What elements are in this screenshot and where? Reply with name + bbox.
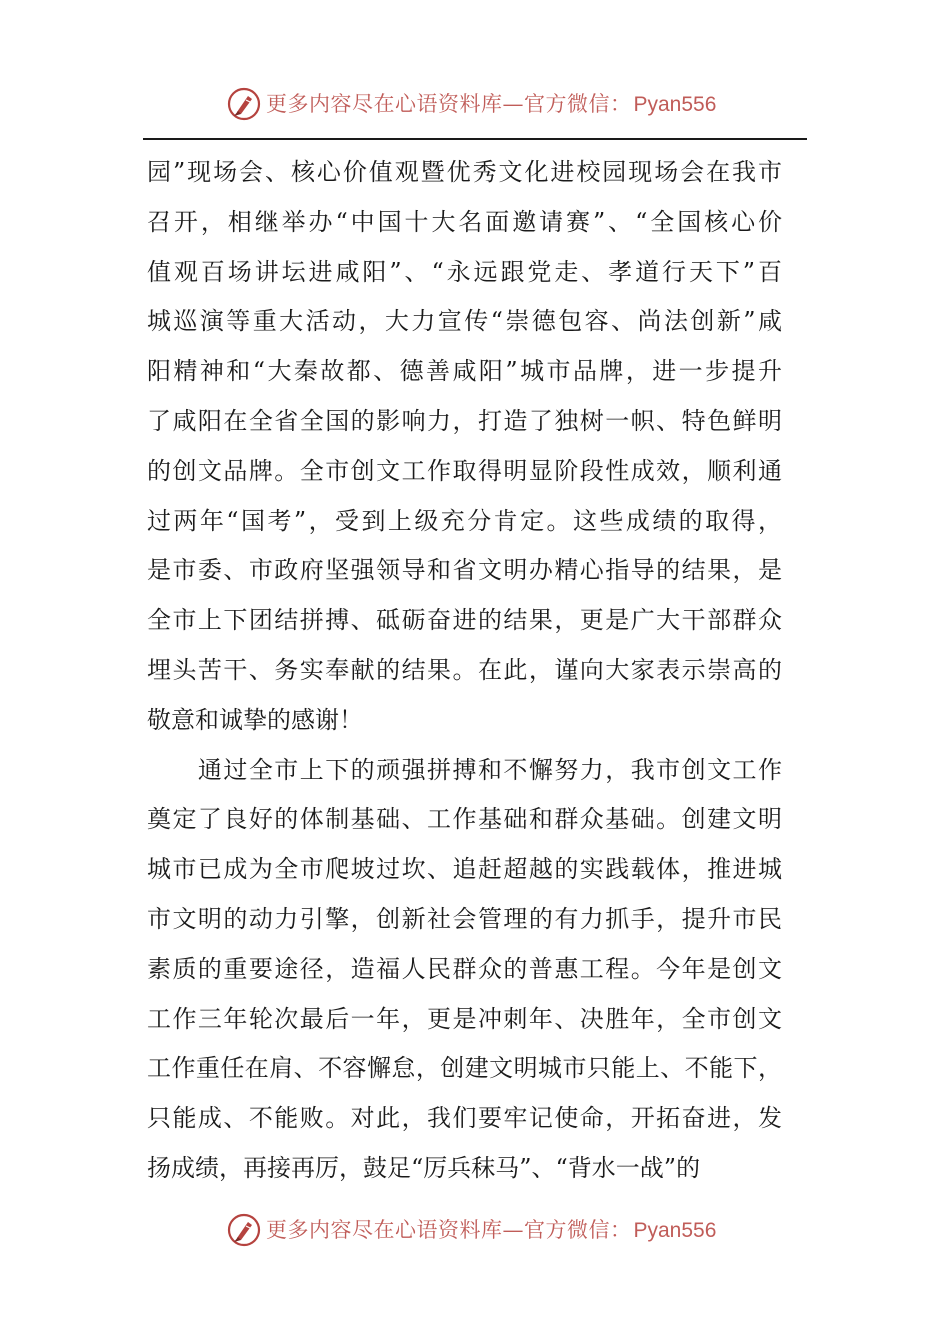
header-banner-text: 更多内容尽在心语资料库—官方微信： [266, 91, 632, 116]
text-line [147, 995, 797, 1045]
text-line-content: 城市已成为全市爬坡过坎、追赶超越的实践载体，推进城 [147, 855, 784, 884]
text-line-content: 素质的重要途径，造福人民群众的普惠工程。今年是创文 [147, 954, 784, 983]
pen-nib-logo-icon [226, 1212, 262, 1248]
text-line [147, 945, 797, 995]
text-line-content: 城巡演等重大活动，大力宣传“崇德包容、尚法创新”咸 [147, 307, 785, 336]
text-line-content: 是市委、市政府坚强领导和省文明办精心指导的结果，是 [147, 556, 784, 585]
text-line-content: 敬意和诚挚的感谢！ [147, 705, 363, 734]
text-line-content: 工作三年轮次最后一年，更是冲刺年、决胜年，全市创文 [147, 1004, 784, 1033]
text-line-content: 过两年“国考”，受到上级充分肯定。这些成绩的取得， [147, 506, 785, 535]
text-line-content: 园”现场会、核心价值观暨优秀文化进校园现场会在我市 [147, 158, 784, 186]
text-line [147, 447, 797, 497]
text-line [147, 397, 797, 447]
text-line-content: 值观百场讲坛进咸阳”、“永远跟党走、孝道行天下”百 [147, 257, 785, 286]
header-wechat-id: Pyan556 [633, 92, 717, 116]
text-line [147, 795, 797, 845]
text-line [147, 546, 797, 596]
footer-banner-text: 更多内容尽在心语资料库—官方微信： [266, 1217, 632, 1242]
pen-nib-logo-icon [226, 86, 262, 122]
text-line-content: 阳精神和“大秦故都、德善咸阳”城市品牌，进一步提升 [147, 357, 785, 386]
text-line [147, 895, 797, 945]
text-line [147, 1044, 797, 1094]
text-line-content: 工作重任在肩、不容懈怠，创建文明城市只能上、不能下， [147, 1054, 783, 1083]
text-line [147, 646, 797, 696]
text-line [147, 297, 797, 347]
text-line [147, 148, 797, 198]
header-divider [143, 138, 807, 140]
text-line [147, 1144, 797, 1194]
text-line [147, 596, 797, 646]
text-line [147, 497, 797, 547]
document-body [147, 148, 797, 1194]
text-line [147, 746, 797, 796]
text-line-content: 召开，相继举办“中国十大名面邀请赛”、“全国核心价 [147, 207, 785, 236]
text-line-content: 只能成、不能败。对此，我们要牢记使命，开拓奋进，发 [147, 1104, 784, 1133]
text-line [147, 347, 797, 397]
text-line [147, 845, 797, 895]
text-line [147, 1094, 797, 1144]
text-line [147, 248, 797, 298]
text-line-content: 了咸阳在全省全国的影响力，打造了独树一帜、特色鲜明 [147, 406, 784, 435]
text-line [147, 696, 797, 746]
text-line-content: 扬成绩，再接再厉，鼓足“厉兵秣马”、“背水一战”的 [147, 1153, 701, 1182]
text-line [147, 198, 797, 248]
text-line-content: 的创文品牌。全市创文工作取得明显阶段性成效，顺利通 [147, 456, 784, 485]
text-line-content: 奠定了良好的体制基础、工作基础和群众基础。创建文明 [147, 805, 784, 834]
header-banner [226, 84, 716, 124]
footer-banner [226, 1210, 716, 1250]
text-line-content: 市文明的动力引擎，创新社会管理的有力抓手，提升市民 [147, 904, 784, 933]
footer-wechat-id: Pyan556 [633, 1218, 717, 1242]
text-line-content: 埋头苦干、务实奉献的结果。在此，谨向大家表示崇高的 [147, 655, 784, 684]
text-line-content: 通过全市上下的顽强拼搏和不懈努力，我市创文工作 [147, 755, 784, 784]
text-line-content: 全市上下团结拼搏、砥砺奋进的结果，更是广大干部群众 [147, 606, 784, 635]
